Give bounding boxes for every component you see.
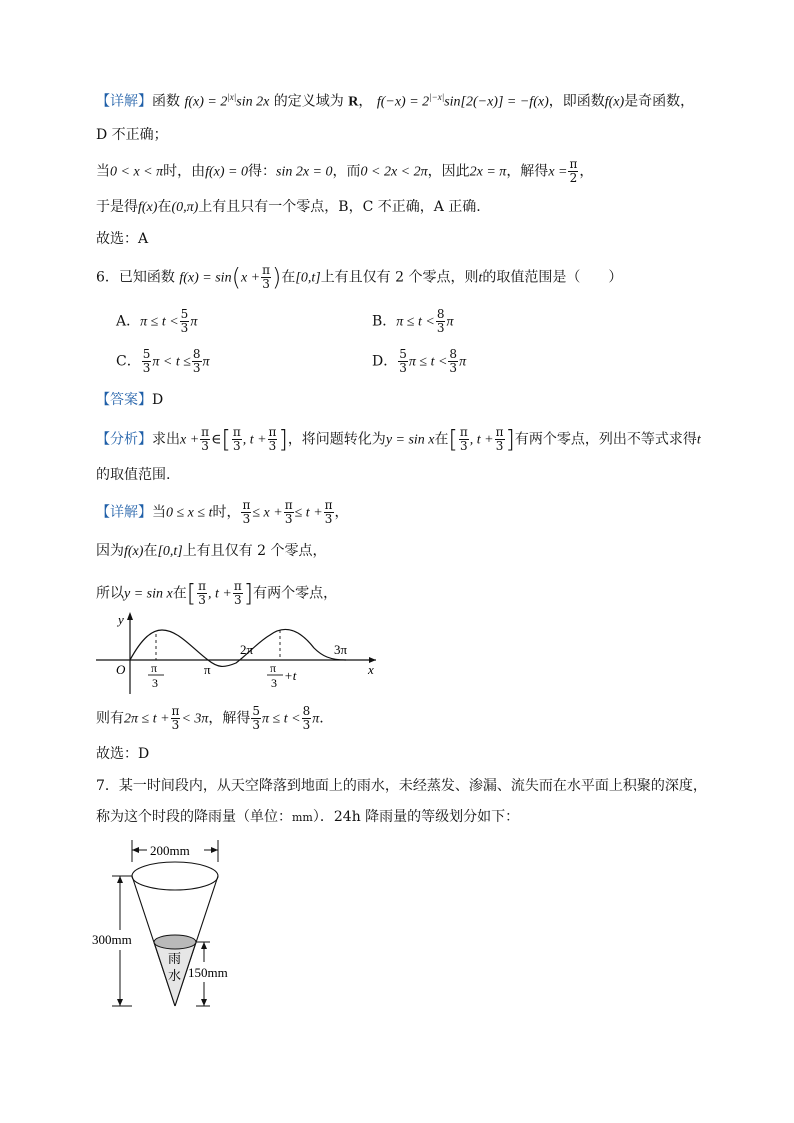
text: 的定义域为	[269, 93, 349, 110]
math: < 3π	[181, 711, 209, 727]
math: π	[202, 354, 210, 370]
option-label: C．	[116, 353, 141, 370]
math: t	[478, 270, 483, 286]
fraction	[568, 158, 578, 185]
paren-right: )	[272, 263, 282, 292]
water-arrow-bottom	[201, 999, 207, 1006]
text: 于是得	[96, 199, 138, 215]
fraction-den: 3	[324, 512, 333, 526]
math: sin 2x = 0	[276, 164, 333, 180]
analysis-line-1	[96, 426, 701, 453]
t-numerator: π	[270, 661, 277, 675]
math: , t +	[242, 432, 267, 448]
fraction-den: 3	[399, 361, 407, 375]
text: 上有且只有一个零点，B，C 不正确，A 正确.	[198, 199, 481, 215]
fraction-num: 8	[192, 347, 201, 361]
question-6	[96, 264, 622, 291]
text: 上有且仅有 2 个零点，则	[320, 269, 479, 286]
math: π ≤ t <	[396, 314, 435, 330]
text: .	[319, 710, 324, 727]
math: π	[312, 711, 320, 727]
fraction	[232, 426, 242, 453]
fraction	[284, 499, 294, 526]
math: 0 < 2x < 2π	[360, 164, 428, 180]
text: 有两个零点，列出不等式求得	[514, 431, 697, 448]
sine-graph	[90, 608, 390, 698]
question-7-line-1: 7．某一时间段内，从天空降落到地面上的雨水，未经蒸发、渗漏、流失而在水平面上积聚的深度，	[96, 778, 707, 794]
water-arrow-top	[201, 942, 207, 949]
fraction-num: 5	[252, 704, 261, 718]
because-line	[96, 540, 327, 563]
fraction-num: π	[233, 579, 242, 593]
fraction	[142, 348, 152, 375]
top-diameter-label: 200mm	[150, 843, 190, 858]
text: ）．24h 降雨量的等级划分如下：	[312, 809, 520, 825]
fraction-num: 5	[142, 347, 151, 361]
bracket-left: [	[221, 425, 231, 454]
math: f(x) = 2	[184, 94, 228, 110]
top-dim-arrow-right	[211, 847, 218, 853]
detail-paragraph-1b: D 不正确；	[96, 127, 168, 143]
fraction-num: π	[232, 425, 241, 439]
text: 因为	[96, 543, 124, 559]
fraction-den: 3	[242, 512, 251, 526]
math: , t +	[207, 586, 232, 602]
fraction-num: π	[201, 425, 210, 439]
math: f(x) = sin	[179, 270, 232, 286]
text: ，因此	[427, 163, 470, 180]
text: ，	[334, 504, 349, 521]
fraction-num: π	[284, 498, 293, 512]
fraction	[200, 426, 210, 453]
then-line	[96, 705, 324, 732]
fraction	[180, 308, 190, 335]
fraction-den: 3	[449, 361, 458, 375]
bracket-right: ]	[243, 579, 254, 608]
height-arrow-top	[117, 876, 123, 883]
answer-line	[96, 389, 163, 411]
text: 得：	[248, 163, 276, 180]
fraction-num: 5	[180, 307, 189, 321]
option-d[interactable]	[372, 348, 466, 375]
text: 当	[152, 504, 166, 521]
text: 在	[143, 543, 158, 559]
detail-paragraph-1	[96, 86, 694, 114]
fraction	[241, 499, 251, 526]
text: 当	[96, 163, 110, 180]
math: sin 2x	[236, 94, 270, 110]
text: ，	[358, 93, 377, 110]
text: 时，	[212, 504, 241, 521]
detail-tag: 【详解】	[96, 504, 152, 521]
so-line	[96, 580, 337, 607]
fraction-num: π	[198, 579, 206, 593]
math: f(x)	[604, 94, 625, 110]
fraction	[197, 580, 207, 607]
paren-left: (	[231, 263, 241, 292]
text: ，解得	[506, 163, 549, 180]
t-plus-label: +t	[284, 668, 297, 683]
option-b[interactable]	[372, 308, 454, 335]
math: π ≤ t <	[140, 314, 179, 330]
text: 则有	[96, 710, 124, 727]
fraction	[268, 426, 278, 453]
rain-char-1: 雨	[168, 951, 182, 966]
math: f(−x) = 2	[376, 94, 430, 110]
fraction-den: 3	[232, 439, 241, 453]
fraction-num: π	[242, 498, 251, 512]
fraction	[261, 264, 271, 291]
bracket-right: ]	[505, 425, 515, 454]
math: sin[2(−x)] = −f(x)	[444, 94, 549, 110]
y-axis-arrow	[127, 612, 133, 620]
math: π	[459, 354, 467, 370]
fraction-den: 3	[192, 361, 201, 375]
sine-curve	[130, 629, 346, 666]
text: 是奇函数，	[624, 93, 695, 110]
text: 所以	[96, 585, 124, 602]
bracket-left: [	[448, 425, 458, 454]
water-surface	[154, 935, 196, 949]
math: π	[446, 314, 454, 330]
fraction-num: π	[495, 425, 504, 439]
math: [0,t]	[295, 270, 321, 286]
fraction-num: π	[268, 425, 277, 439]
text: 在	[157, 199, 172, 215]
rain-char-2: 水	[168, 968, 182, 983]
math: 0 < x < π	[110, 164, 164, 180]
detail-paragraph-3	[96, 196, 481, 219]
y-label: y	[118, 612, 124, 627]
fraction-num: π	[324, 498, 333, 512]
math: y = sin x	[124, 586, 173, 602]
question-7-line-2	[96, 806, 519, 829]
text: 上有且仅有 2 个零点，	[182, 543, 327, 559]
math-sup: |x|	[227, 92, 237, 102]
origin-label: O	[116, 662, 126, 677]
math: (0,π)	[171, 200, 199, 215]
answer-value: D	[152, 392, 164, 408]
text: 称为这个时段的降雨量（单位：	[96, 809, 292, 825]
fraction-num: π	[262, 263, 271, 277]
two-pi-label: 2π	[240, 642, 254, 657]
choice-answer-6: 故选：D	[96, 746, 150, 762]
fraction	[448, 348, 458, 375]
math: t	[696, 432, 701, 448]
math-sup: |−x|	[429, 92, 445, 102]
text: ，解得	[208, 710, 251, 727]
top-dim-arrow-left	[132, 847, 139, 853]
fraction-num: 8	[436, 307, 445, 321]
math: π ≤ t <	[408, 354, 448, 370]
math: f(x)	[124, 544, 144, 559]
bracket-left: [	[186, 579, 197, 608]
math: 0 ≤ x ≤ t	[166, 505, 213, 521]
text: 求出	[152, 431, 180, 448]
math: x +	[180, 432, 200, 448]
text: 的取值范围是（ ）	[482, 269, 623, 286]
text: 在	[281, 269, 296, 286]
rain-cone-figure	[92, 838, 272, 1013]
fraction-den: 3	[233, 593, 242, 607]
text: 在	[434, 431, 449, 448]
fraction-den: 3	[198, 593, 206, 607]
math: y = sin x	[385, 432, 435, 448]
three-pi-label: 3π	[334, 642, 348, 657]
text: ，将问题转化为	[287, 431, 386, 448]
text: 时，由	[163, 163, 206, 180]
t-denominator: 3	[271, 676, 277, 690]
fraction-den: 3	[171, 718, 180, 732]
math: ∈	[211, 432, 222, 448]
water-height-label: 150mm	[188, 965, 228, 980]
fraction	[436, 308, 446, 335]
cone-top-ellipse	[132, 862, 218, 890]
math: f(x) = 0	[205, 164, 248, 180]
detail-paragraph-2	[96, 158, 593, 185]
fraction-den: 3	[284, 512, 293, 526]
fraction-den: 3	[268, 439, 277, 453]
fraction-den: 3	[201, 439, 209, 453]
fraction-num: π	[569, 157, 578, 171]
answer-tag: 【答案】	[96, 392, 152, 408]
text: 在	[172, 585, 187, 602]
fraction	[324, 499, 334, 526]
fraction-den: 3	[142, 361, 151, 375]
fraction-num: 5	[399, 347, 407, 361]
math: , t +	[469, 432, 494, 448]
detail-tag: 【详解】	[96, 93, 152, 110]
fraction	[251, 705, 261, 732]
text: ，即函数	[548, 93, 605, 110]
text: ，	[579, 163, 594, 180]
fraction-den: 3	[495, 439, 504, 453]
fraction-den: 3	[180, 321, 189, 335]
math: π	[190, 314, 198, 330]
x-label: x	[368, 662, 374, 677]
math: π < t ≤	[152, 354, 191, 370]
fraction-den: 3	[252, 718, 261, 732]
fraction	[171, 705, 181, 732]
pi3-denominator: 3	[152, 676, 158, 690]
math: ≤ x +	[252, 505, 283, 521]
text: 有两个零点，	[253, 585, 338, 602]
math: ≤ t +	[294, 505, 323, 521]
unit: mm	[292, 811, 313, 824]
pi3-numerator: π	[151, 661, 158, 675]
option-label: A．	[116, 313, 141, 330]
option-a[interactable]	[116, 308, 197, 335]
math-R: R	[348, 94, 359, 110]
fraction	[302, 705, 312, 732]
text: 函数	[152, 93, 185, 110]
text: ，而	[332, 163, 361, 180]
choice-answer-5: 故选：A	[96, 231, 149, 247]
fraction-den: 3	[302, 718, 311, 732]
bracket-right: ]	[278, 425, 288, 454]
fraction-den: 3	[262, 277, 270, 291]
math: [0,t]	[157, 544, 183, 559]
option-c[interactable]	[116, 348, 210, 375]
pi-label: π	[204, 662, 211, 677]
math: x =	[548, 164, 568, 180]
fraction-den: 3	[460, 439, 468, 453]
detail-line-1	[96, 499, 349, 526]
question-number: 6．已知函数	[96, 269, 180, 286]
fraction	[398, 348, 408, 375]
math: 2π ≤ t +	[124, 711, 170, 727]
fraction-num: π	[171, 704, 180, 718]
analysis-line-2: 的取值范围.	[96, 467, 171, 483]
height-label: 300mm	[92, 932, 132, 947]
fraction	[459, 426, 469, 453]
fraction-den: 2	[569, 171, 578, 185]
fraction-num: π	[459, 425, 468, 439]
fraction	[495, 426, 505, 453]
fraction-num: 8	[302, 704, 311, 718]
analysis-tag: 【分析】	[96, 431, 152, 448]
height-arrow-bottom	[117, 999, 123, 1006]
math: 2x = π	[469, 164, 507, 180]
math: x +	[240, 270, 261, 286]
option-label: B．	[372, 313, 397, 330]
fraction	[233, 580, 243, 607]
fraction	[192, 348, 202, 375]
math: π ≤ t <	[262, 711, 301, 727]
math: f(x)	[138, 200, 158, 215]
fraction-den: 3	[436, 321, 445, 335]
fraction-num: 8	[449, 347, 458, 361]
option-label: D．	[372, 353, 398, 370]
